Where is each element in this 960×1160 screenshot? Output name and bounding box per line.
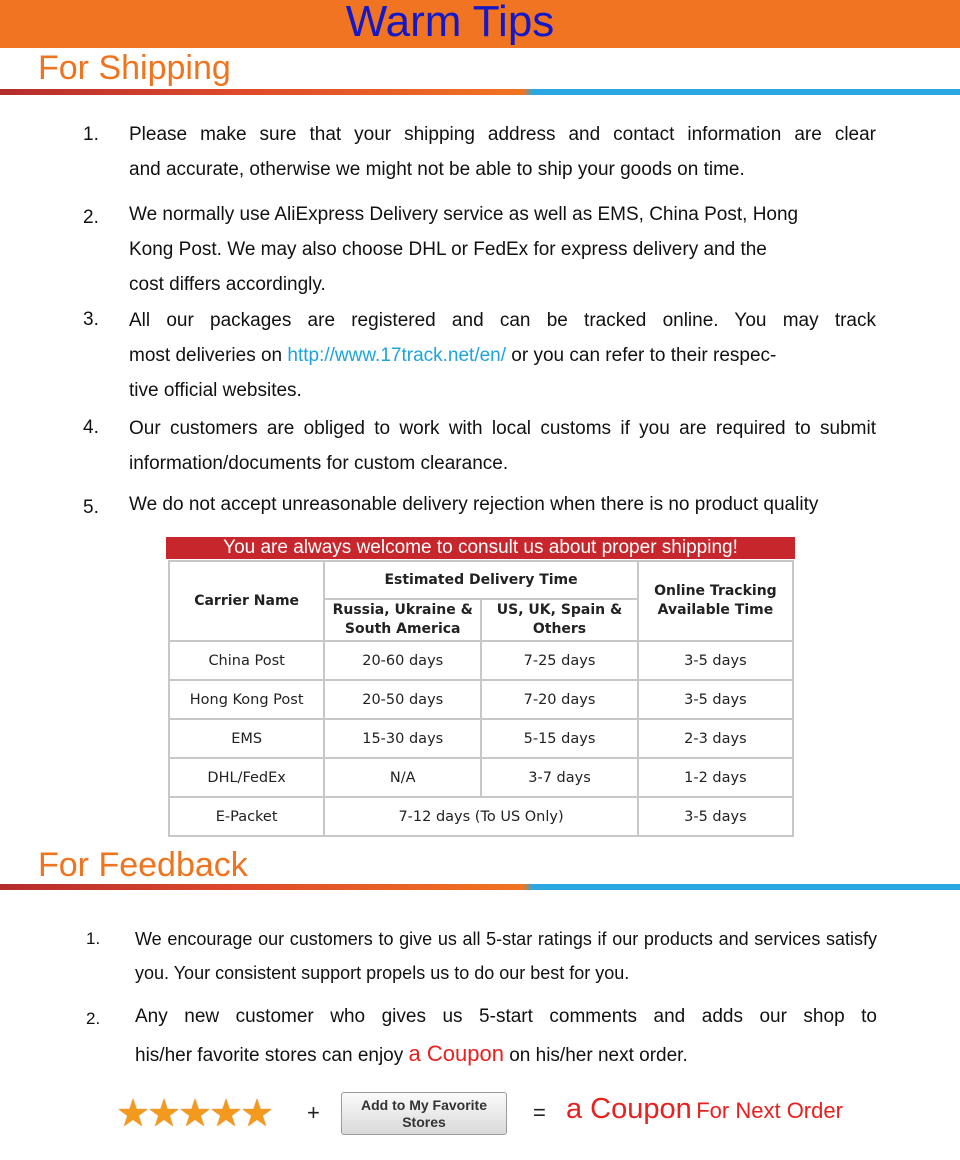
carrier-cell: DHL/FedEx — [169, 758, 324, 797]
item-number: 2. — [86, 1009, 101, 1028]
tracking-time-cell: 2-3 days — [638, 719, 793, 758]
russia-time-cell: 20-50 days — [324, 680, 481, 719]
shipping-table — [168, 560, 794, 837]
russia-time-cell: 20-60 days — [324, 641, 481, 680]
table-row — [169, 641, 793, 680]
shipping-section-title: For Shipping — [38, 49, 231, 87]
section-divider — [0, 884, 960, 890]
item-number: 5. — [83, 497, 99, 518]
tracking-time-cell: 1-2 days — [638, 758, 793, 797]
coupon-result — [566, 1093, 843, 1126]
item-number: 1. — [83, 124, 99, 145]
plus-sign: + — [307, 1100, 320, 1125]
star-icon: ★ — [147, 1093, 182, 1135]
item-text-line: information/documents for custom clearance. — [129, 453, 509, 474]
item-text-line: We normally use AliExpress Delivery service as well as EMS, China Post, Hong — [129, 204, 799, 225]
item-text-line: Our customers are obliged to work with local customs if you are required to submit — [129, 418, 876, 439]
add-to-favorite-stores-button[interactable]: Add to My Favorite Stores — [341, 1092, 507, 1135]
header-carrier-name: Carrier Name — [169, 561, 324, 641]
item-text-line — [129, 345, 776, 367]
star-icon: ★ — [209, 1093, 244, 1135]
carrier-cell: Hong Kong Post — [169, 680, 324, 719]
tracking-time-cell: 3-5 days — [638, 797, 793, 836]
us-time-cell: 7-25 days — [481, 641, 638, 680]
next-order-text: For Next Order — [696, 1098, 843, 1123]
item-text-segment: on his/her next order. — [503, 1045, 688, 1066]
star-icon: ★ — [116, 1093, 151, 1135]
item-text-line: tive official websites. — [129, 380, 302, 401]
item-text-line: We do not accept unreasonable delivery rejection when there is no product quality — [129, 494, 819, 515]
carrier-cell: E-Packet — [169, 797, 324, 836]
tracking-time-cell: 3-5 days — [638, 680, 793, 719]
item-text-line: cost differs accordingly. — [129, 274, 326, 295]
header-estimated-delivery: Estimated Delivery Time — [324, 561, 638, 599]
item-text-line: Kong Post. We may also choose DHL or FedEx for express delivery and the — [129, 239, 767, 260]
warm-tips-banner — [0, 0, 960, 48]
item-number: 3. — [83, 309, 99, 330]
russia-time-cell: N/A — [324, 758, 481, 797]
combined-time-cell: 7-12 days (To US Only) — [324, 797, 638, 836]
equals-sign: = — [533, 1100, 546, 1125]
us-time-cell: 5-15 days — [481, 719, 638, 758]
table-row — [169, 797, 793, 836]
coupon-text: a Coupon — [408, 1041, 504, 1066]
item-text-segment: or you can refer to their respec- — [506, 345, 777, 366]
coupon-text: a Coupon — [566, 1093, 692, 1125]
carrier-cell: EMS — [169, 719, 324, 758]
consult-banner: You are always welcome to consult us about proper shipping! — [166, 537, 795, 559]
us-time-cell: 7-20 days — [481, 680, 638, 719]
banner-title: Warm Tips — [345, 0, 555, 46]
header-us-uk-spain-others: US, UK, Spain & Others — [481, 599, 638, 641]
item-text-line: Please make sure that your shipping address and contact information are clear — [129, 124, 876, 145]
us-time-cell: 3-7 days — [481, 758, 638, 797]
item-text-line: and accurate, otherwise we might not be able to ship your goods on time. — [129, 159, 745, 180]
item-number: 2. — [83, 207, 99, 228]
section-divider — [0, 89, 960, 95]
item-number: 1. — [86, 929, 101, 948]
five-star-rating — [116, 1093, 275, 1135]
star-icon: ★ — [178, 1093, 213, 1135]
table-row — [169, 719, 793, 758]
item-text-line: you. Your consistent support propels us to do our best for you. — [135, 963, 630, 983]
feedback-section-title: For Feedback — [38, 846, 248, 884]
item-text-segment: most deliveries on — [129, 345, 288, 366]
table-row — [169, 680, 793, 719]
russia-time-cell: 15-30 days — [324, 719, 481, 758]
item-text-line: Any new customer who gives us 5-start comments and adds our shop to — [135, 1006, 877, 1027]
item-text-line: We encourage our customers to give us all 5-star ratings if our products and services satisfy — [135, 929, 877, 949]
item-text-line — [135, 1041, 688, 1067]
star-icon: ★ — [240, 1093, 275, 1135]
header-online-tracking: Online Tracking Available Time — [638, 561, 793, 641]
carrier-cell: China Post — [169, 641, 324, 680]
item-text-line: All our packages are registered and can be tracked online. You may track — [129, 310, 876, 331]
tracking-time-cell: 3-5 days — [638, 641, 793, 680]
header-russia-ukraine-south-america: Russia, Ukraine & South America — [324, 599, 481, 641]
item-number: 4. — [83, 417, 99, 438]
tracking-link[interactable]: http://www.17track.net/en/ — [287, 345, 507, 366]
item-text-segment: his/her favorite stores can enjoy — [135, 1045, 409, 1066]
table-row — [169, 758, 793, 797]
